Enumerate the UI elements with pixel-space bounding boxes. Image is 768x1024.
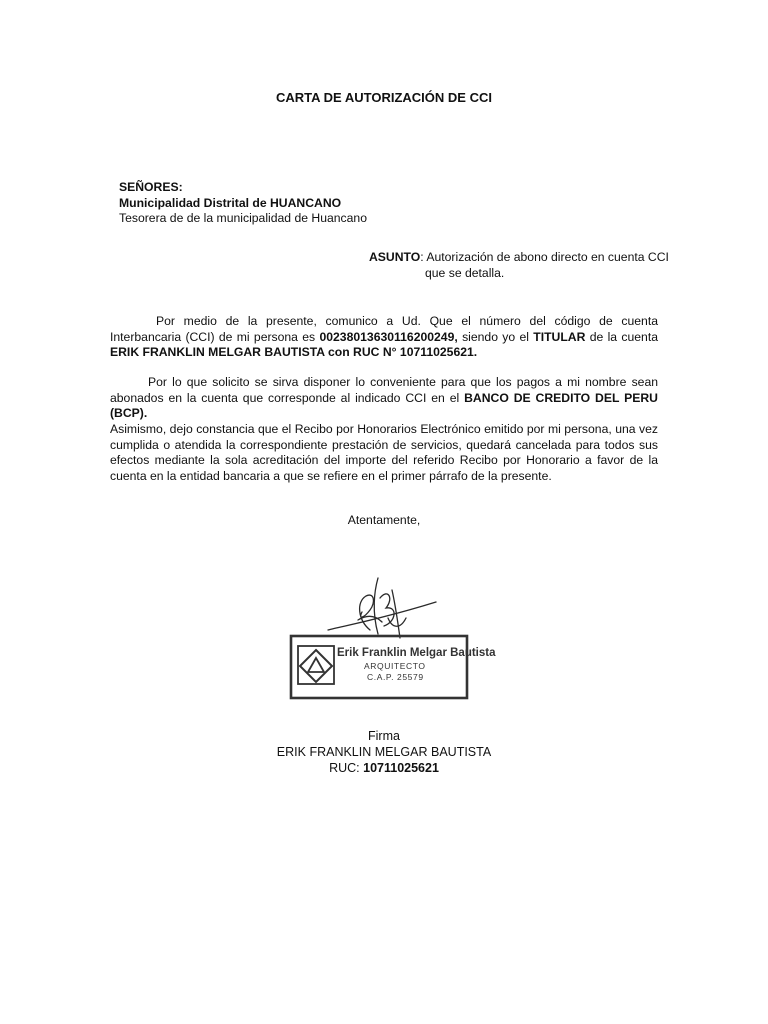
addressee-position: Tesorera de de la municipalidad de Huancano	[119, 211, 367, 225]
stamp-logo-diamond	[300, 650, 332, 682]
letter-title: CARTA DE AUTORIZACIÓN DE CCI	[276, 90, 492, 105]
account-holder: ERIK FRANKLIN MELGAR BAUTISTA con RUC N° 10711025621.	[110, 345, 478, 360]
signature-stamp-block	[288, 568, 496, 703]
paragraph-bank	[110, 375, 658, 422]
signature-stamp-graphic	[288, 568, 496, 703]
paragraph-cci-text-b: siendo yo el	[457, 329, 534, 344]
firma-label: Firma	[368, 729, 400, 743]
ruc-label: RUC:	[329, 761, 364, 775]
subject-colon: :	[420, 250, 424, 264]
stamp-logo-triangle	[308, 658, 324, 672]
handwritten-signature	[328, 578, 436, 638]
addressee-block	[119, 180, 367, 227]
cci-number: 00238013630116200249,	[319, 329, 458, 344]
signer-ruc-line	[0, 760, 768, 776]
subject-text-line2: que se detalla.	[425, 266, 505, 280]
stamp-role: ARQUITECTO	[364, 661, 426, 671]
subject-block	[369, 249, 669, 281]
ruc-number: 10711025621	[363, 761, 439, 775]
subject-label: ASUNTO	[369, 250, 421, 264]
addressee-salutation: SEÑORES:	[119, 180, 183, 194]
subject-text-line1: Autorización de abono directo en cuenta CCI	[423, 250, 669, 264]
paragraph-cci-text-c: de la cuenta	[585, 329, 658, 344]
stamp-logo-box	[298, 646, 334, 684]
stamp-cap: C.A.P. 25579	[367, 672, 424, 682]
bank-name: BANCO DE CREDITO DEL PERU (BCP).	[110, 390, 658, 421]
stamp-name: Erik Franklin Melgar Bautista	[337, 647, 496, 659]
signature-footer	[0, 728, 768, 776]
titular-label: TITULAR	[533, 329, 586, 344]
paragraph-cci-text-a: Por medio de la presente, comunico a Ud. Que el número del código de cuenta Interbancaria (CCI) de mi persona es	[110, 314, 658, 344]
signer-name: ERIK FRANKLIN MELGAR BAUTISTA	[276, 745, 492, 759]
paragraph-cci	[110, 314, 658, 361]
closing-text: Atentamente,	[347, 513, 421, 527]
paragraph-bank-text: Por lo que solicito se sirva disponer lo conveniente para que los pagos a mi nombre sean abonados en la cuenta que corresponde al indicado CCI en el	[110, 375, 658, 405]
paragraph-receipt: Asimismo, dejo constancia que el Recibo por Honorarios Electrónico emitido por mi persona, una vez cumplida o atendida la correspondiente prestación de servicios, quedará cancelada para todos sus efectos mediante la sola acreditación del importe del referido Recibo por Honorario a favor de la cuenta en la entidad bancaria a que se refiere en el primer párrafo de la presente.	[110, 422, 658, 483]
addressee-institution: Municipalidad Distrital de HUANCANO	[119, 195, 342, 210]
